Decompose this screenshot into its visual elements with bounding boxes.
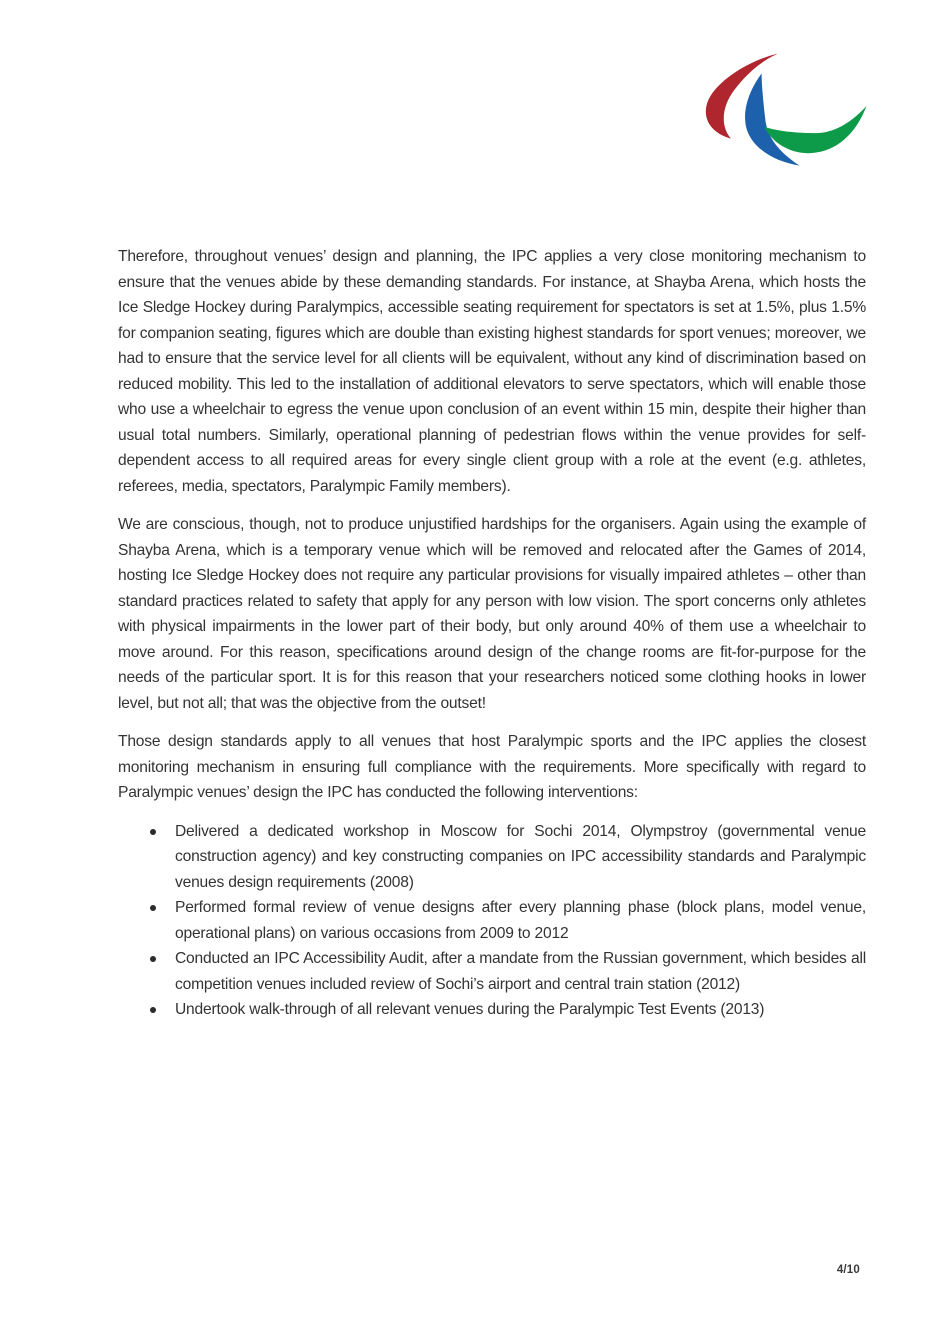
paragraph-design-standards: Those design standards apply to all venues that host Paralympic sports and the IPC applies the closest monitoring mechanism in ensuring full compliance with the requirements. More specifically with regard to Paralympic venues’ design the IPC has conducted the following interventions: <box>118 733 866 801</box>
blue-agito-icon <box>745 73 799 165</box>
bullet-icon <box>150 1007 156 1013</box>
list-item-text: Delivered a dedicated workshop in Moscow for Sochi 2014, Olympstroy (governmental venue construction agency) and key constructing companies on IPC accessibility standards and Paralympic venues design requirements (2008) <box>175 822 866 891</box>
list-item <box>118 946 866 997</box>
red-agito-icon <box>706 54 778 139</box>
list-item <box>118 997 866 1023</box>
list-item <box>118 895 866 946</box>
list-item-text: Undertook walk-through of all relevant venues during the Paralympic Test Events (2013) <box>175 1001 765 1018</box>
paragraph-monitoring-mechanism: Therefore, throughout venues’ design and planning, the IPC applies a very close monitoring mechanism to ensure that the venues abide by these demanding standards. For instance, at Shayba Arena, which hosts the Ice Sledge Hockey during Paralympics, accessible seating requirement for spectators is set at 1.5%, plus 1.5% for companion seating, figures which are double than existing highest standards for sport venues; moreover, we had to ensure that the service level for all clients will be equivalent, without any kind of discrimination based on reduced mobility. This led to the installation of additional elevators to serve spectators, which will enable those who use a wheelchair to egress the venue upon conclusion of an event within 15 min, despite their higher than usual total numbers. Similarly, operational planning of pedestrian flows within the venue provides for self-dependent access to all required areas for every single client group with a role at the event (e.g. athletes, referees, media, spectators, Paralympic Family members). <box>118 248 866 495</box>
page-number: 4/10 <box>836 1264 860 1276</box>
ipc-agitos-logo <box>700 50 872 172</box>
green-agito-icon <box>764 106 866 153</box>
bullet-icon <box>150 956 156 962</box>
interventions-list <box>118 819 866 1023</box>
paragraph-unjustified-hardships: We are conscious, though, not to produce unjustified hardships for the organisers. Again using the example of Shayba Arena, which is a temporary venue which will be removed and relocated after the Games of 2014, hosting Ice Sledge Hockey does not require any particular provisions for visually impaired athletes – other than standard practices related to safety that apply for any person with low vision. The sport concerns only athletes with physical impairments in the lower part of their body, but only around 40% of them use a wheelchair to move around. For this reason, specifications around design of the change rooms are fit-for-purpose for the needs of the particular sport. It is for this reason that your researchers noticed some clothing hooks in lower level, but not all; that was the objective from the outset! <box>118 516 866 712</box>
bullet-icon <box>150 905 156 911</box>
document-body <box>118 244 866 1023</box>
bullet-icon <box>150 829 156 835</box>
list-item <box>118 819 866 896</box>
list-item-text: Conducted an IPC Accessibility Audit, after a mandate from the Russian government, which besides all competition venues included review of Sochi’s airport and central train station (2012) <box>175 950 866 993</box>
list-item-text: Performed formal review of venue designs after every planning phase (block plans, model venue, operational plans) on various occasions from 2009 to 2012 <box>175 899 866 942</box>
